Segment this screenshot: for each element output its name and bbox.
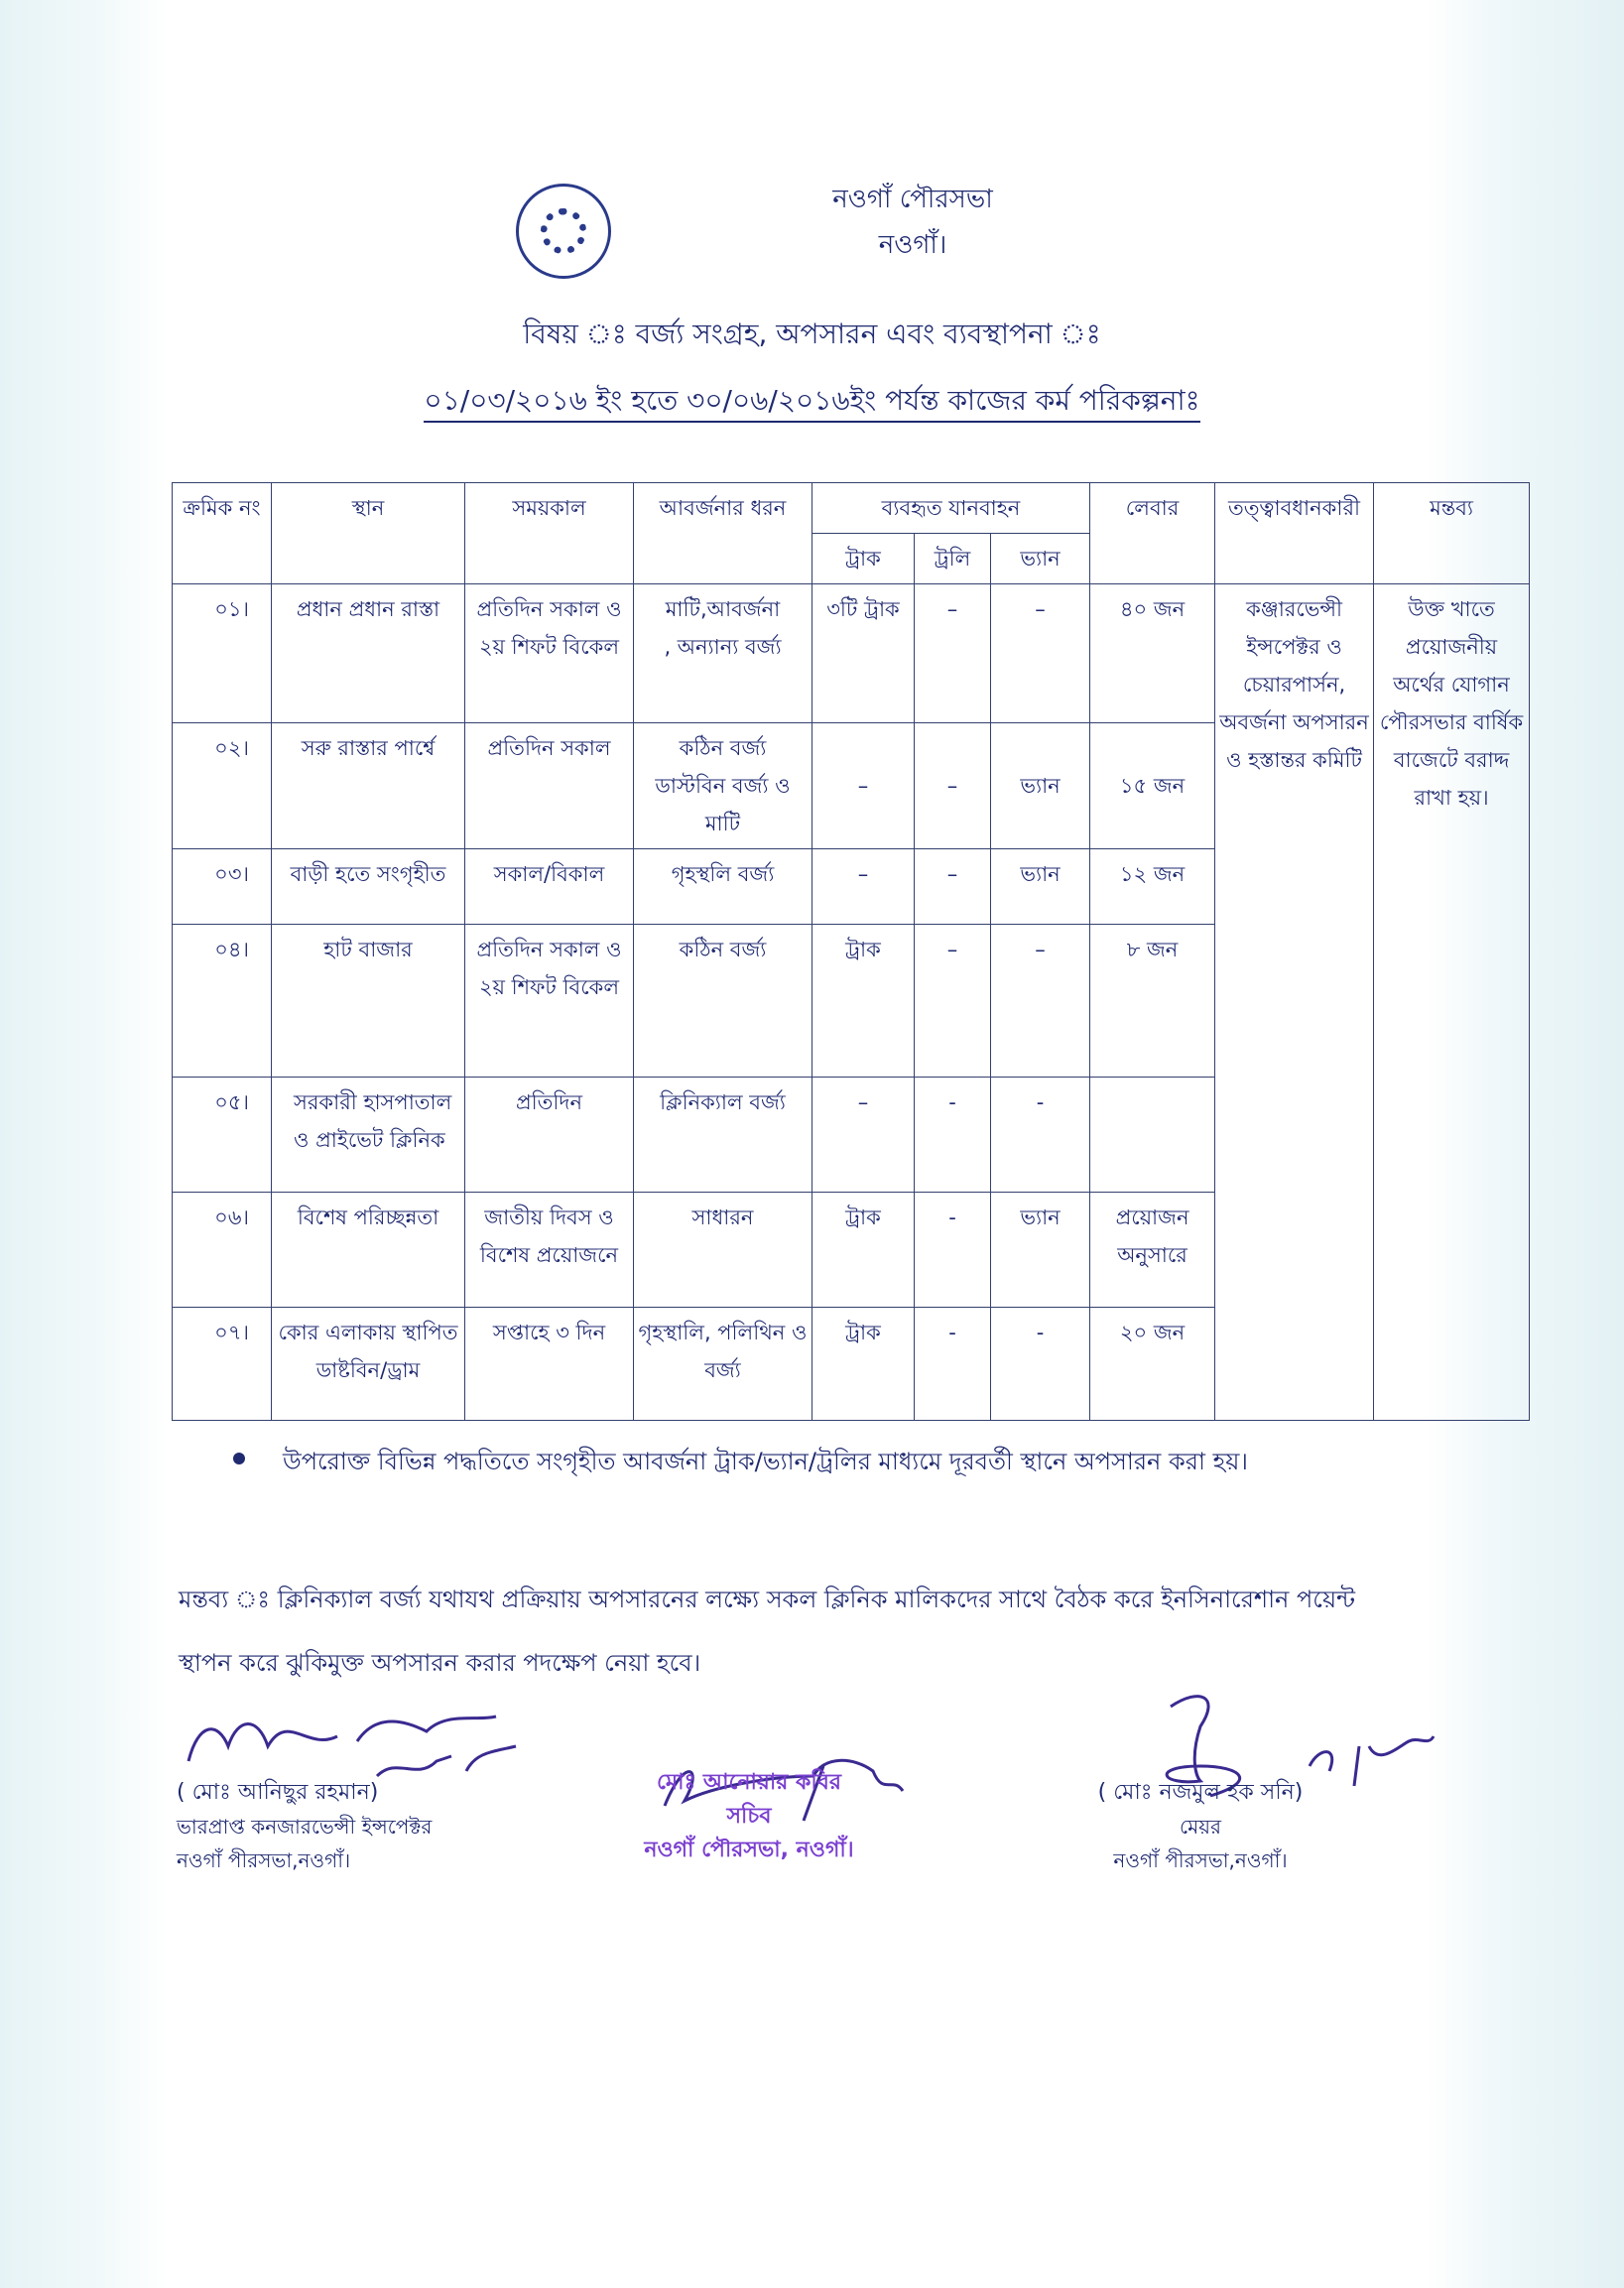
cell-truck: ট্রাক (812, 1193, 915, 1308)
header-truck: ট্রাক (812, 534, 915, 584)
cell-timing: প্রতিদিন সকাল ও ২য় শিফট বিকেল (465, 925, 634, 1078)
bullet-note (233, 1429, 1443, 1494)
table-row (173, 584, 1530, 723)
cell-waste-type (634, 925, 812, 1078)
cell-trolley: - (915, 1308, 991, 1421)
remark-note: মন্তব্য ঃ ক্লিনিক্যাল বর্জ্য যথাযথ প্রক্রিয়ায় অপসারনের লক্ষ্যে সকল ক্লিনিক মালিকদের সাথে বৈঠক করে ইনসিনারেশান পয়েন্ট স্থাপন করে ঝুকিমুক্ত অপসারন করার পদক্ষেপ নেয়া হবে। (179, 1586, 1355, 1677)
header-trolley: ট্রলি (915, 534, 991, 584)
header-supervisor: তত্ত্বাবধানকারী (1215, 483, 1374, 584)
cell-supervisor: কঞ্জারভেন্সী ইন্সপেক্টর ও চেয়ারপার্সন, অবর্জনা অপসারন ও হস্তান্তর কমিটি (1215, 584, 1374, 1421)
cell-waste-type (634, 1308, 812, 1421)
cell-serial: ০৫। (173, 1078, 272, 1193)
cell-trolley: – (915, 849, 991, 925)
cell-van: – (991, 925, 1090, 1078)
waste-type-line: ডাস্টবিন বর্জ্য ও মাটি (655, 774, 791, 835)
waste-type-line: কঠিন বর্জ্য (679, 736, 767, 760)
cell-place: সরু রাস্তার পার্শ্বে (272, 723, 465, 849)
cell-serial: ০৬। (173, 1193, 272, 1308)
municipality-seal-logo (516, 184, 611, 279)
header-place: স্থান (272, 483, 465, 584)
letterhead (754, 177, 1071, 268)
cell-waste-type (634, 1078, 812, 1193)
cell-place: কোর এলাকায় স্থাপিত ডাষ্টবিন/ড্রাম (272, 1308, 465, 1421)
cell-place: হাট বাজার (272, 925, 465, 1078)
header-labour: লেবার (1090, 483, 1215, 584)
cell-trolley: - (915, 1193, 991, 1308)
cell-timing: প্রতিদিন সকাল (465, 723, 634, 849)
waste-type-line: ক্লিনিক্যাল বর্জ্য (660, 1090, 786, 1114)
cell-place: সরকারী হাসপাতাল ও প্রাইভেট ক্লিনিক (272, 1078, 465, 1193)
header-van: ভ্যান (991, 534, 1090, 584)
header-waste-type: আবর্জনার ধরন (634, 483, 812, 584)
org-name: নওগাঁ পৌরসভা (832, 185, 993, 214)
signatory-office: নওগাঁ পীরসভা,নওগাঁ। (177, 1848, 351, 1872)
cell-labour: ১২ জন (1090, 849, 1215, 925)
cell-timing: সপ্তাহে ৩ দিন (465, 1308, 634, 1421)
gear-emblem-icon (541, 208, 586, 254)
cell-truck: ট্রাক (812, 1308, 915, 1421)
cell-waste-type (634, 723, 812, 849)
waste-type-line: কঠিন বর্জ্য (679, 938, 767, 961)
cell-labour: ১৫ জন (1090, 723, 1215, 849)
cell-place: বিশেষ পরিচ্ছন্নতা (272, 1193, 465, 1308)
signatory-designation: সচিব (726, 1804, 772, 1829)
cell-labour: ৮ জন (1090, 925, 1215, 1078)
period-title (0, 379, 1624, 426)
cell-truck: – (812, 723, 915, 849)
cell-waste-type (634, 849, 812, 925)
cell-place: প্রধান প্রধান রাস্তা (272, 584, 465, 723)
bullet-note-text: উপরোক্ত বিভিন্ন পদ্ধতিতে সংগৃহীত আবর্জনা ট্রাক/ভ্যান/ট্রলির মাধ্যমে দূরবর্তী স্থানে অপসারন করা হয়। (283, 1448, 1248, 1475)
waste-type-line: গৃহস্থলি বর্জ্য (671, 862, 775, 886)
header-remarks: মন্তব্য (1374, 483, 1530, 584)
cell-truck: ট্রাক (812, 925, 915, 1078)
cell-labour: ৪০ জন (1090, 584, 1215, 723)
cell-waste-type (634, 1193, 812, 1308)
cell-serial: ০৭। (173, 1308, 272, 1421)
cell-serial: ০২। (173, 723, 272, 849)
header-vehicles: ব্যবহৃত যানবাহন (812, 483, 1090, 534)
cell-labour: প্রয়োজন অনুসারে (1090, 1193, 1215, 1308)
cell-labour: ২০ জন (1090, 1308, 1215, 1421)
waste-type-line: মাটি,আবর্জনা (665, 597, 781, 621)
signatory-office: নওগাঁ পীরসভা,নওগাঁ। (1113, 1848, 1288, 1872)
waste-type-line: গৃহস্থালি, পলিথিন ও বর্জ্য (638, 1321, 808, 1382)
cell-timing: প্রতিদিন সকাল ও ২য় শিফট বিকেল (465, 584, 634, 723)
signatory-designation: মেয়র (1179, 1815, 1221, 1839)
cell-van: ভ্যান (991, 1193, 1090, 1308)
cell-truck: – (812, 1078, 915, 1193)
cell-timing: প্রতিদিন (465, 1078, 634, 1193)
cell-timing: জাতীয় দিবস ও বিশেষ প্রয়োজনে (465, 1193, 634, 1308)
signatory-name: মোঃ আনোয়ার কবির (656, 1770, 842, 1795)
signatory-inspector (177, 1776, 432, 1877)
signatory-designation: ভারপ্রাপ্ত কনজারভেন্সী ইন্সপেক্টর (177, 1815, 433, 1839)
header-timing: সময়কাল (465, 483, 634, 584)
cell-trolley: – (915, 723, 991, 849)
work-plan-table (172, 482, 1530, 1421)
cell-waste-type (634, 584, 812, 723)
cell-place: বাড়ী হতে সংগৃহীত (272, 849, 465, 925)
cell-van: - (991, 1308, 1090, 1421)
cell-van: ভ্যান (991, 849, 1090, 925)
waste-type-line: , অন্যান্য বর্জ্য (664, 635, 782, 659)
org-city: নওগাঁ। (878, 230, 947, 260)
waste-type-line: সাধারন (691, 1206, 754, 1229)
cell-labour (1090, 1078, 1215, 1193)
signatory-mayor (1071, 1776, 1329, 1877)
cell-serial: ০৪। (173, 925, 272, 1078)
signatory-name: ( মোঃ আনিছুর রহমান) (177, 1780, 379, 1805)
cell-timing: সকাল/বিকাল (465, 849, 634, 925)
cell-trolley: - (915, 1078, 991, 1193)
cell-trolley: – (915, 584, 991, 723)
period-title-text: ০১/০৩/২০১৬ ইং হতে ৩০/০৬/২০১৬ইং পর্যন্ত কাজের কর্ম পরিকল্পনাঃ (424, 384, 1199, 423)
cell-remarks: উক্ত খাতে প্রয়োজনীয় অর্থের যোগান পৌরসভার বার্ষিক বাজেটে বরাদ্দ রাখা হয়। (1374, 584, 1530, 1421)
signatory-office: নওগাঁ পৌরসভা, নওগাঁ। (644, 1838, 854, 1862)
signatory-name: ( মোঃ নজমুল হক সনি) (1097, 1780, 1304, 1805)
subject-line: বিষয় ঃ বর্জ্য সংগ্রহ, অপসারন এবং ব্যবস্থাপনা ঃ (523, 318, 1101, 350)
cell-van: ভ্যান (991, 723, 1090, 849)
cell-van: – (991, 584, 1090, 723)
header-serial: ক্রমিক নং (173, 483, 272, 584)
cell-serial: ০১। (173, 584, 272, 723)
bullet-icon (233, 1453, 245, 1464)
signatory-secretary-stamp (585, 1766, 913, 1867)
cell-van: - (991, 1078, 1090, 1193)
cell-truck: ৩টি ট্রাক (812, 584, 915, 723)
cell-truck: – (812, 849, 915, 925)
cell-serial: ০৩। (173, 849, 272, 925)
cell-trolley: – (915, 925, 991, 1078)
